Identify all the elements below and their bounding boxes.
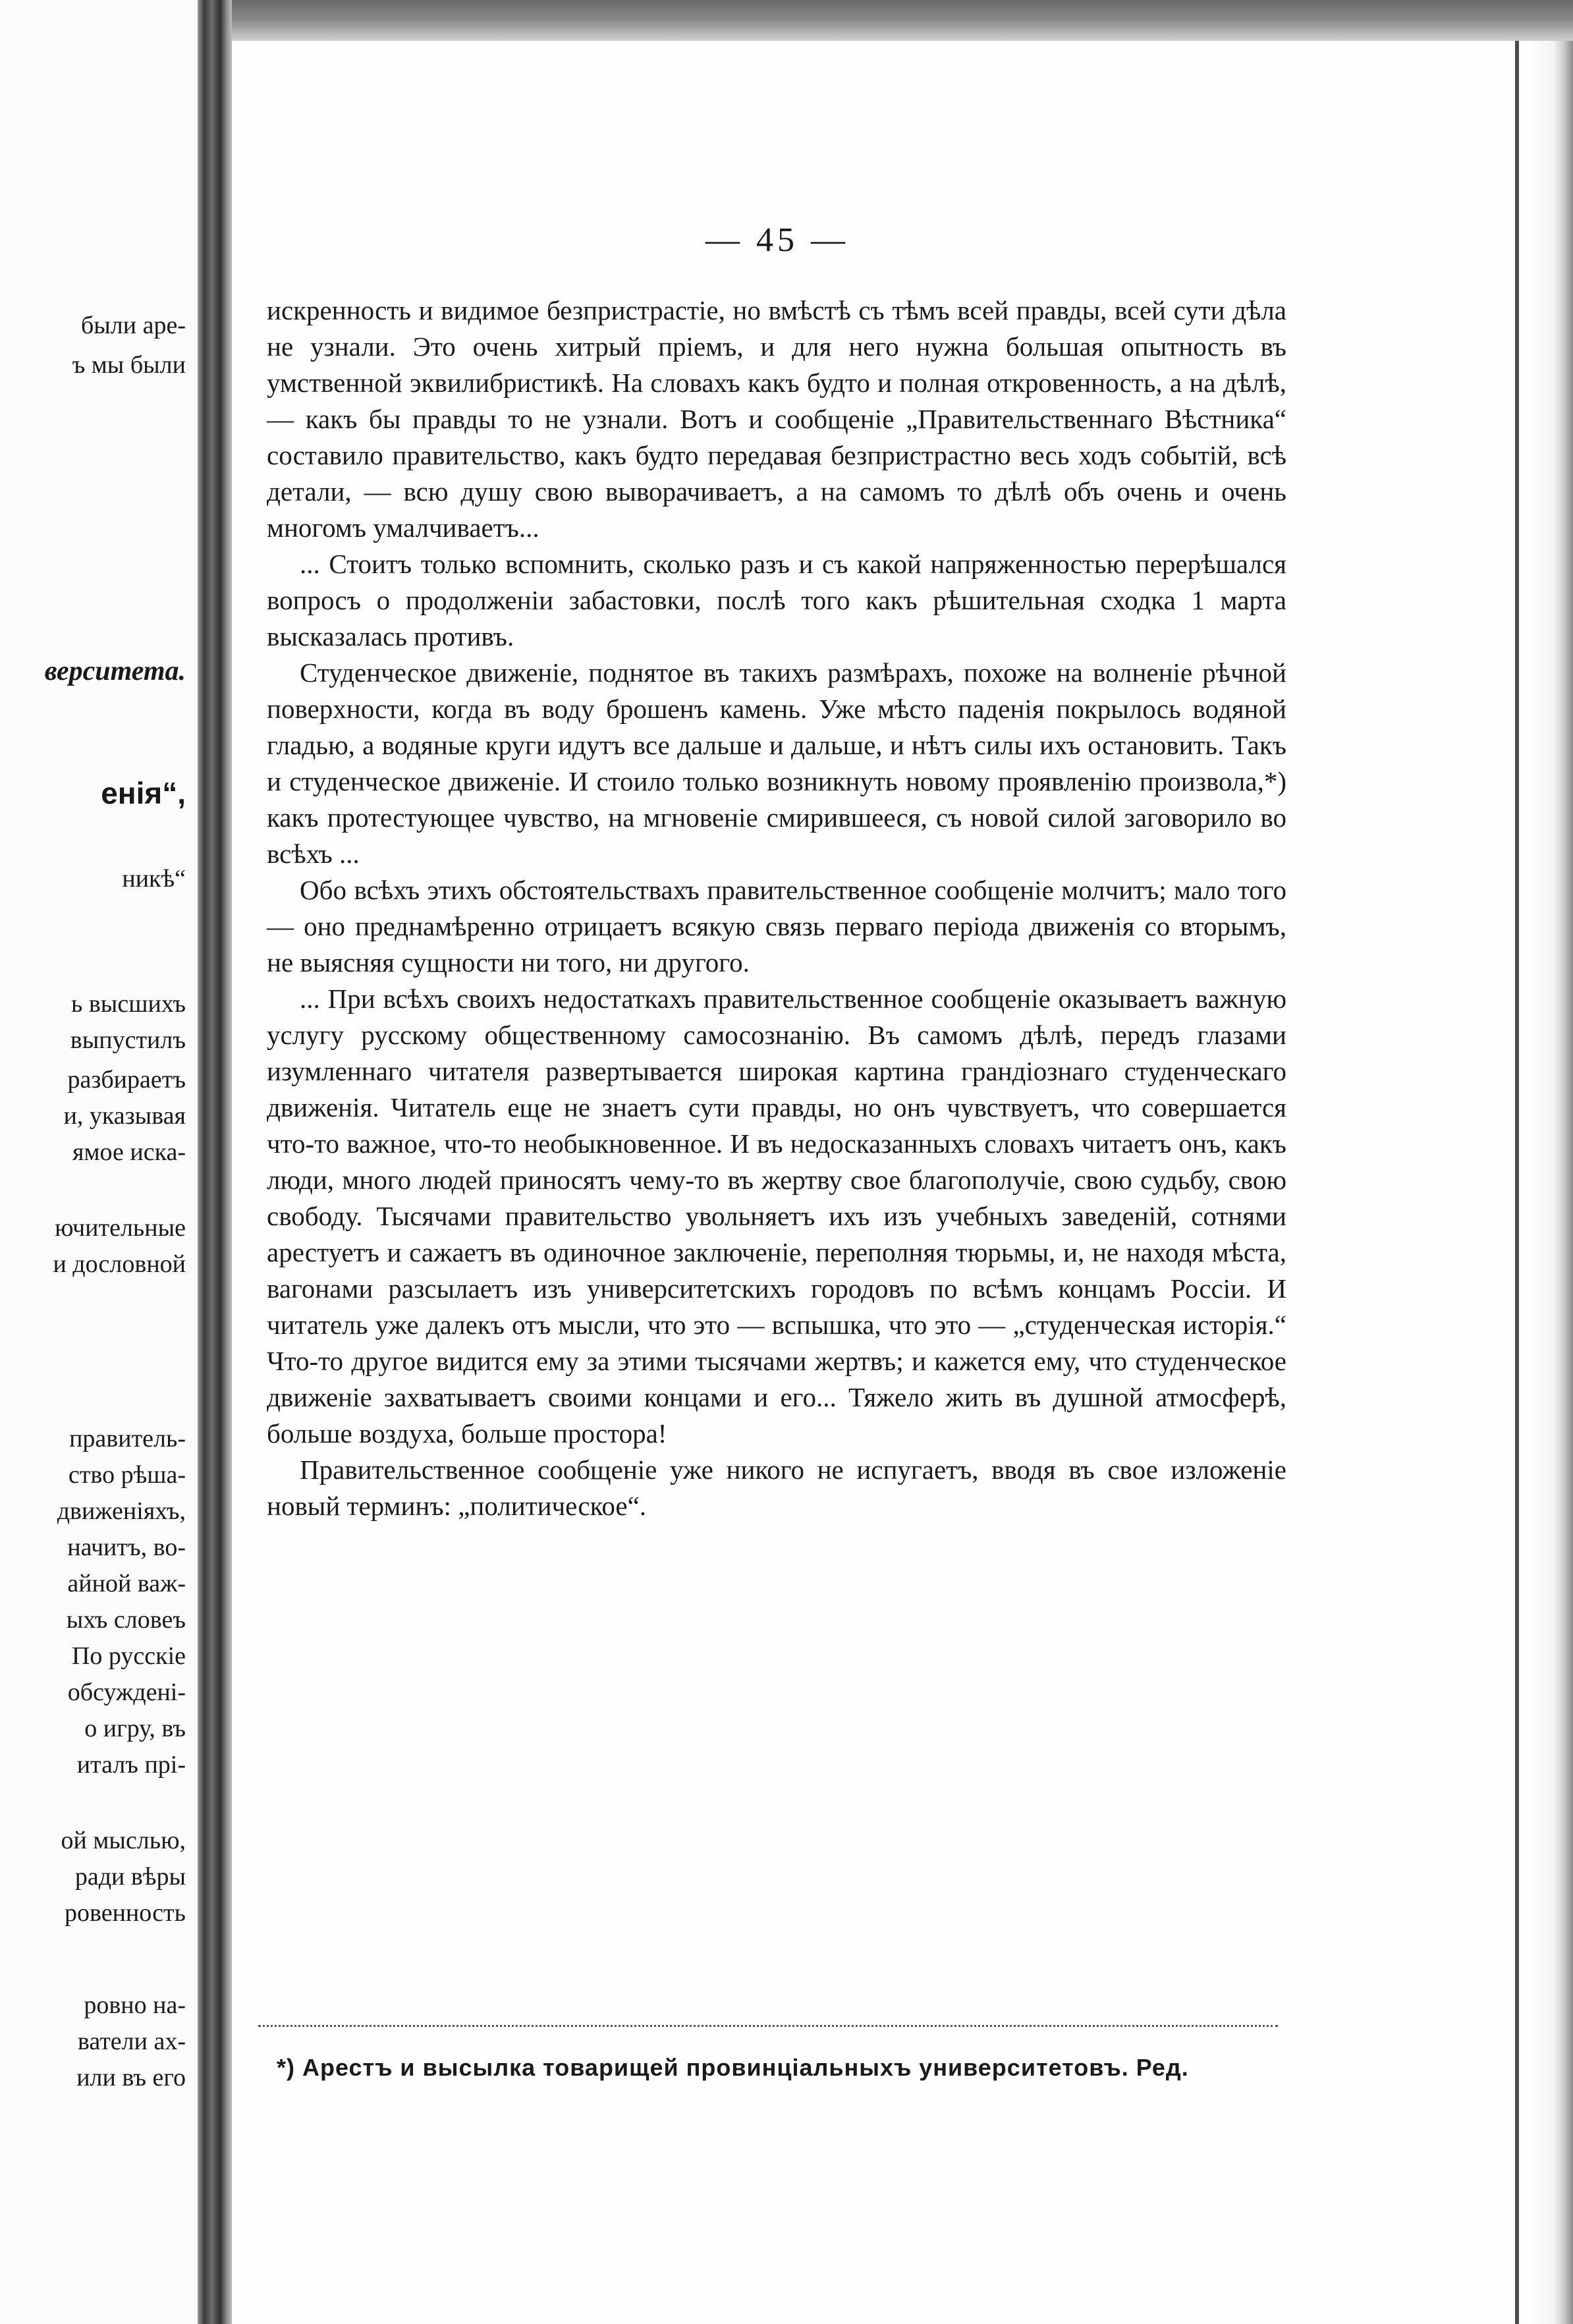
left-page-line: ыхъ словеъ: [66, 1606, 186, 1634]
scan-top-band: [232, 0, 1573, 41]
main-text: [267, 292, 1286, 1524]
paragraph: Студенческое движеніе, поднятое въ такихъ размѣрахъ, похоже на волненіе рѣчной поверхности, когда въ воду брошенъ камень. Уже мѣсто паденія покрылось водяной гладью, а водяные круги идутъ все дальше и дальше, и нѣтъ силы ихъ остановить. Такъ и студенческое движеніе. И стоило только возникнуть новому проявленію произвола,*) какъ протестующее чувство, на мгновеніе смирившееся, съ новой силой заговорило во всѣхъ ...: [267, 657, 1286, 869]
left-page-line: обсужденi-: [67, 1678, 186, 1706]
paragraph: ... При всѣхъ своихъ недостаткахъ правительственное сообщеніе оказываетъ важную услугу русскому общественному самосознанію. Въ самомъ дѣлѣ, передъ глазами изумленнаго читателя развертывается широкая картина грандіознаго студенческаго движенія. Читатель еще не знаетъ сути правды, но онъ чувствуетъ, что совершается что-то важное, что-то необыкновенное. И въ недосказанныхъ словахъ читаетъ онъ, какъ люди, много людей приносятъ чему-то въ жертву свое благополучіе, свою судьбу, свою свободу. Тысячами правительство увольняетъ ихъ изъ учебныхъ заведеній, сотнями арестуетъ и сажаетъ въ одиночное заключеніе, переполняя тюрьмы, и, не находя мѣста, вагонами разсылаетъ изъ университетскихъ городовъ по всѣмъ концамъ Россіи. И читатель уже далекъ отъ мысли, что это — вспышка, что это — „студенческая исторія.“ Что-то другое видится ему за этими тысячами жертвъ; и кажется ему, что студенческое движеніе захватываетъ своими концами и его... Тяжело жить въ душной атмосферѣ, больше воздуха, больше простора!: [267, 983, 1286, 1449]
book-spine: [198, 0, 232, 2324]
footnote-divider: [258, 2025, 1278, 2027]
left-page-line: ямое иска-: [72, 1138, 186, 1166]
left-page-line: выпустилъ: [70, 1026, 186, 1054]
left-page-line: ючительные: [55, 1214, 186, 1242]
left-page-line: ой мыслью,: [61, 1827, 186, 1854]
left-page-line: По русскіе: [71, 1642, 186, 1670]
page-edge-rule: [1515, 41, 1519, 2324]
left-page-line: разбираетъ: [67, 1066, 186, 1093]
left-page-line: начитъ, во-: [67, 1534, 186, 1561]
left-page-line: движеніяхъ,: [57, 1497, 186, 1525]
left-page-line: были аре-: [80, 312, 186, 339]
scan-right-border: [1527, 41, 1573, 2324]
paragraph: ... Стоитъ только вспомнить, сколько разъ и съ какой напряженностью перерѣшался вопросъ о продолженіи забастовки, послѣ того какъ рѣшительная сходка 1 марта высказалась противъ.: [267, 549, 1286, 651]
left-page-line: правитель-: [69, 1425, 186, 1452]
left-page-line: ровно на-: [84, 1991, 186, 2019]
left-page-line: айной важ-: [67, 1570, 186, 1597]
left-page-line: и, указывая: [63, 1102, 186, 1130]
left-page-line: ство рѣша-: [68, 1461, 186, 1489]
left-page-line: ватели ах-: [77, 2028, 186, 2055]
page-number: — 45 —: [705, 221, 849, 259]
left-page-line: или въ его: [76, 2064, 186, 2091]
left-page-line: и дословной: [53, 1250, 186, 1278]
left-page-line: ъ мы были: [72, 351, 186, 379]
left-page-line: ради вѣры: [74, 1863, 186, 1891]
left-page-line: енія“,: [101, 776, 186, 810]
left-page-line: верситета.: [44, 656, 186, 686]
left-page-line: ь высшихъ: [71, 990, 186, 1018]
left-page-line: ровенность: [64, 1899, 186, 1927]
left-page-line: никѣ“: [122, 865, 186, 893]
footnote: *) Арестъ и высылка товарищей провинціальныхъ университетовъ. Ред.: [277, 2054, 1189, 2081]
paragraph: Правительственное сообщеніе уже никого не испугаетъ, вводя въ свое изложеніе новый терминъ: „политическое“.: [267, 1454, 1286, 1521]
paragraph: Обо всѣхъ этихъ обстоятельствахъ правительственное сообщеніе молчитъ; мало того — оно преднамѣренно отрицаетъ всякую связь перваго періода движенія со вторымъ, не выясняя сущности ни того, ни другого.: [267, 875, 1286, 978]
left-page-line: италъ прі-: [76, 1751, 186, 1779]
paragraph: искренность и видимое безпристрастіе, но вмѣстѣ съ тѣмъ всей правды, всей сути дѣла не узнали. Это очень хитрый пріемъ, и для него нужна большая опытность въ умственной эквилибристикѣ. На словахъ какъ будто и полная откровенность, а на дѣлѣ, — какъ бы правды то не узнали. Вотъ и сообщеніе „Правительственнаго Вѣстника“ составило правительство, какъ будто передавая безпристрастно весь ходъ событій, всѣ детали, — всю душу свою выворачиваетъ, а на самомъ то дѣлѣ объ очень и очень многомъ умалчиваетъ...: [267, 295, 1286, 543]
left-page-line: о игру, въ: [84, 1715, 186, 1742]
